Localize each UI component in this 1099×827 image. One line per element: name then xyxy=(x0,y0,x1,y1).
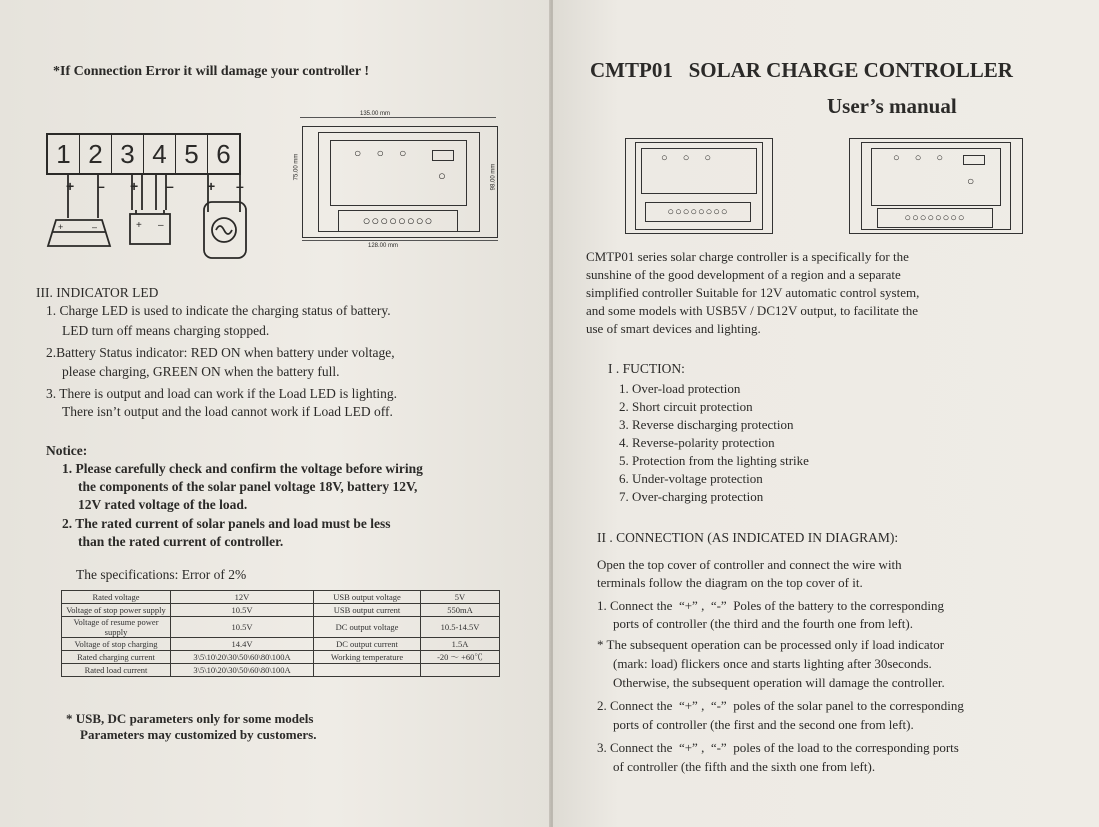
spec-cell: 14.4V xyxy=(171,638,314,651)
spec-cell: Working temperature xyxy=(314,651,421,664)
polarity-4: – xyxy=(166,178,174,194)
warning-text: *If Connection Error it will damage your controller ! xyxy=(53,64,370,79)
terminal-1: 1 xyxy=(48,135,80,173)
spec-cell: 3\5\10\20\30\50\60\80\100A xyxy=(171,651,314,664)
spec-cell xyxy=(314,664,421,677)
footnote-line-2: Parameters may customized by customers. xyxy=(80,727,317,742)
dimension-drawing xyxy=(280,112,510,262)
fuction-item-5: 5. Protection from the lighting strike xyxy=(619,453,809,468)
notice-line-3: 12V rated voltage of the load. xyxy=(78,497,248,512)
table-row xyxy=(62,664,500,677)
notice-heading: Notice: xyxy=(46,443,88,458)
controller-1-terminals: ○○○○○○○○ xyxy=(645,202,751,222)
table-row xyxy=(62,638,500,651)
connection-line-5: * The subsequent operation can be processed only if load indicator xyxy=(597,637,945,652)
dim-top: 135.00 mm xyxy=(360,111,391,117)
polarity-1: + xyxy=(66,178,75,194)
table-row xyxy=(62,617,500,638)
connection-line-4: ports of controller (the third and the fourth one from left). xyxy=(613,616,913,631)
table-row xyxy=(62,651,500,664)
indicator-line-6: There isn’t output and the load cannot work if Load LED off. xyxy=(62,404,393,419)
dim-bottom: 128.00 mm xyxy=(368,243,399,249)
polarity-3: + xyxy=(130,178,139,194)
connection-line-7: Otherwise, the subsequent operation will damage the controller. xyxy=(613,675,945,690)
notice-line-4: 2. The rated current of solar panels and load must be less xyxy=(62,516,391,531)
spec-cell: 3\5\10\20\30\50\60\80\100A xyxy=(171,664,314,677)
connection-line-11: of controller (the fifth and the sixth one from left). xyxy=(613,759,876,774)
fuction-item-3: 3. Reverse discharging protection xyxy=(619,417,794,432)
terminal-2: 2 xyxy=(80,135,112,173)
spec-cell: Voltage of resume power supply xyxy=(62,617,171,638)
usb-port-icon xyxy=(963,155,985,165)
battery-minus: – xyxy=(158,220,164,231)
controller-terminal-strip: ○○○○○○○○ xyxy=(338,210,458,232)
notice-line-2: the components of the solar panel voltage 18V, battery 12V, xyxy=(78,479,418,494)
polarity-2: – xyxy=(97,178,105,194)
connection-line-10: 3. Connect the “+” , “-” poles of the load to the corresponding ports xyxy=(597,740,959,755)
polarity-6: – xyxy=(236,178,244,194)
spec-cell: 10.5V xyxy=(171,604,314,617)
notice-line-1: 1. Please carefully check and confirm the voltage before wiring xyxy=(62,461,423,476)
terminal-number-box xyxy=(46,133,241,175)
fuction-item-6: 6. Under-voltage protection xyxy=(619,471,763,486)
spec-cell: 12V xyxy=(171,591,314,604)
wiring-diagram-icon xyxy=(44,172,264,262)
indicator-line-1: 1. Charge LED is used to indicate the charging status of battery. xyxy=(46,303,391,318)
spec-cell: Voltage of stop charging xyxy=(62,638,171,651)
manual-title: CMTP01 SOLAR CHARGE CONTROLLER xyxy=(590,58,1013,82)
spec-table xyxy=(61,590,500,677)
fuction-item-2: 2. Short circuit protection xyxy=(619,399,753,414)
right-page xyxy=(553,0,1099,827)
fuction-heading: I . FUCTION: xyxy=(608,361,685,376)
controller-2-terminals: ○○○○○○○○ xyxy=(877,208,993,228)
controller-led-row: ○ ○ ○ xyxy=(354,146,413,160)
connection-line-8: 2. Connect the “+” , “-” poles of the solar panel to the corresponding xyxy=(597,698,964,713)
fuction-item-1: 1. Over-load protection xyxy=(619,381,741,396)
intro-line-5: use of smart devices and lighting. xyxy=(586,321,761,336)
connection-line-6: (mark: load) flickers once and starts lighting after 30seconds. xyxy=(613,656,932,671)
spec-cell: -20 ～ +60℃ xyxy=(421,651,500,664)
manual-subtitle: User’s manual xyxy=(827,94,957,118)
usb-port-icon xyxy=(432,150,454,161)
panel-minus: – xyxy=(92,222,98,232)
battery-plus: + xyxy=(136,220,142,231)
terminal-3: 3 xyxy=(112,135,144,173)
spec-cell: DC output current xyxy=(314,638,421,651)
spec-cell: 1.5A xyxy=(421,638,500,651)
spec-cell: USB output current xyxy=(314,604,421,617)
table-row xyxy=(62,604,500,617)
footnote-line-1: * USB, DC parameters only for some models xyxy=(66,711,314,726)
indicator-line-2: LED turn off means charging stopped. xyxy=(62,323,270,338)
table-row xyxy=(62,591,500,604)
fuction-item-7: 7. Over-charging protection xyxy=(619,489,764,504)
spec-cell: 550mA xyxy=(421,604,500,617)
indicator-line-4: please charging, GREEN ON when the battery full. xyxy=(62,364,340,379)
intro-line-3: simplified controller Suitable for 12V automatic control system, xyxy=(586,285,920,300)
intro-line-4: and some models with USB5V / DC12V output, to facilitate the xyxy=(586,303,919,318)
spec-cell: 10.5-14.5V xyxy=(421,617,500,638)
indicator-heading: III. INDICATOR LED xyxy=(36,285,159,300)
spec-cell: Voltage of stop power supply xyxy=(62,604,171,617)
polarity-5: + xyxy=(207,178,216,194)
spec-cell: 10.5V xyxy=(171,617,314,638)
fuction-item-4: 4. Reverse-polarity protection xyxy=(619,435,775,450)
indicator-line-3: 2.Battery Status indicator: RED ON when battery under voltage, xyxy=(46,345,395,360)
spec-cell: USB output voltage xyxy=(314,591,421,604)
spec-cell xyxy=(421,664,500,677)
controller-image-2 xyxy=(849,138,1025,234)
controller-2-button-icon: ○ xyxy=(967,174,975,188)
connection-line-1: Open the top cover of controller and connect the wire with xyxy=(597,557,902,572)
terminal-5: 5 xyxy=(176,135,208,173)
indicator-line-5: 3. There is output and load can work if the Load LED is lighting. xyxy=(46,386,398,401)
intro-line-2: sunshine of the good development of a region and a separate xyxy=(586,267,901,282)
spec-cell: Rated voltage xyxy=(62,591,171,604)
terminal-4: 4 xyxy=(144,135,176,173)
notice-line-5: than the rated current of controller. xyxy=(78,534,284,549)
controller-1-leds: ○ ○ ○ xyxy=(661,152,718,164)
connection-line-2: terminals follow the diagram on the top cover of it. xyxy=(597,575,863,590)
connection-heading: II . CONNECTION (AS INDICATED IN DIAGRAM): xyxy=(597,530,899,545)
connection-line-9: ports of controller (the first and the second one from left). xyxy=(613,717,914,732)
controller-image-1 xyxy=(625,138,773,234)
controller-button-icon: ○ xyxy=(438,168,446,183)
terminal-6: 6 xyxy=(216,139,231,169)
spec-cell: Rated load current xyxy=(62,664,171,677)
controller-2-leds: ○ ○ ○ xyxy=(893,152,950,164)
dim-left: 75.00 mm xyxy=(293,153,300,181)
spec-cell: 5V xyxy=(421,591,500,604)
panel-plus: + xyxy=(58,222,64,232)
spec-cell: Rated charging current xyxy=(62,651,171,664)
dim-right: 98.00 mm xyxy=(490,163,497,191)
connection-line-3: 1. Connect the “+” , “-” Poles of the battery to the corresponding xyxy=(597,598,945,613)
spec-caption: The specifications: Error of 2% xyxy=(76,567,247,582)
spec-cell: DC output voltage xyxy=(314,617,421,638)
intro-line-1: CMTP01 series solar charge controller is a specifically for the xyxy=(586,249,909,264)
